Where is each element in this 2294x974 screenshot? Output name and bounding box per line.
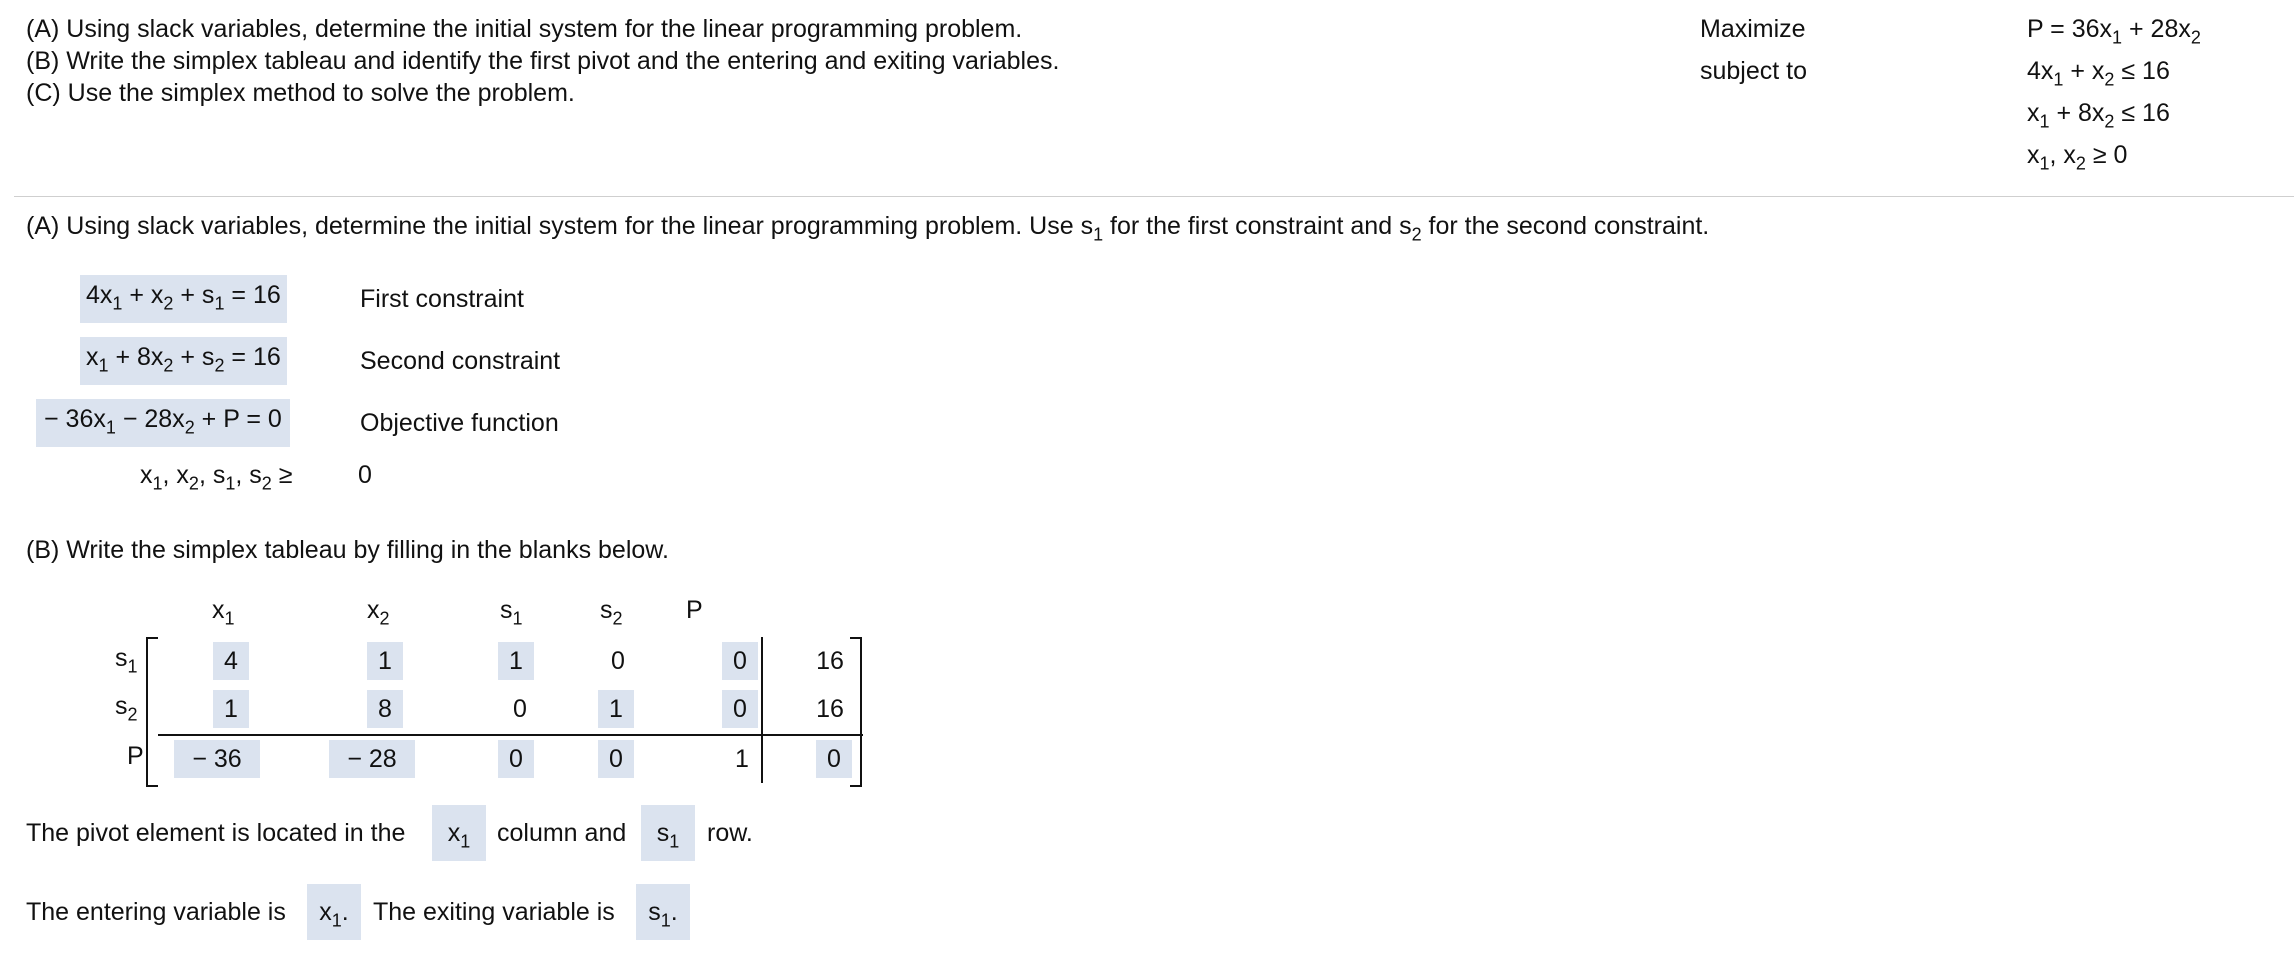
objective-function: $P = 36x_1 + 28x_2$ bbox=[2027, 15, 2201, 48]
first-constraint-label: First constraint bbox=[360, 285, 524, 313]
entering-text: The entering variable is bbox=[26, 898, 286, 926]
constraint-1: $4x_1 + x_2 \le 16$ bbox=[2027, 57, 2170, 90]
tableau-cell[interactable]: 1 bbox=[367, 642, 403, 680]
row-label-s1: $s_1$ bbox=[115, 644, 138, 677]
part-b-prompt: (B) Write the simplex tableau by filling in the blanks below. bbox=[26, 536, 669, 564]
tableau-cell[interactable]: 0 bbox=[816, 740, 852, 778]
tableau-cell: 16 bbox=[816, 647, 844, 675]
equation-1-answer[interactable]: $4x_1 + x_2 + s_1 = 16$ bbox=[80, 275, 287, 323]
tableau-cell[interactable]: 1 bbox=[213, 690, 249, 728]
tableau-cell[interactable]: 1 bbox=[498, 642, 534, 680]
tableau-cell: 0 bbox=[611, 647, 625, 675]
tableau-cell[interactable]: 8 bbox=[367, 690, 403, 728]
nonnegativity-variables: $x_1$, $x_2$, $s_1$, $s_2$ ≥ bbox=[140, 461, 293, 494]
nonnegativity-value: 0 bbox=[358, 461, 372, 489]
tableau-cell[interactable]: 0 bbox=[498, 740, 534, 778]
tableau-cell[interactable]: 1 bbox=[598, 690, 634, 728]
tableau-cell[interactable]: 4 bbox=[213, 642, 249, 680]
pivot-sentence-end: row. bbox=[707, 819, 753, 847]
instruction-b: (B) Write the simplex tableau and identify the first pivot and the entering and exiting variables. bbox=[26, 47, 1060, 75]
constraint-2: $x_1 + 8x_2 \le 16$ bbox=[2027, 99, 2170, 132]
part-a-prompt: (A) Using slack variables, determine the initial system for the linear programming problem. Use $s_1$ for the first constraint and $s_2$ for the second constraint. bbox=[26, 212, 1710, 245]
subject-to-label: subject to bbox=[1700, 57, 1808, 85]
col-header-s1: $s_1$ bbox=[500, 596, 523, 629]
tableau-left-bracket bbox=[146, 637, 158, 787]
tableau-cell[interactable]: 0 bbox=[598, 740, 634, 778]
equation-2-answer[interactable]: $x_1 + 8x_2 + s_2 = 16$ bbox=[80, 337, 287, 385]
tableau-cell: 16 bbox=[816, 695, 844, 723]
equation-3-answer[interactable]: − $36x_1 - 28x_2 + P = 0$ bbox=[36, 399, 290, 447]
instruction-c: (C) Use the simplex method to solve the problem. bbox=[26, 79, 575, 107]
section-divider bbox=[14, 196, 2294, 197]
tableau-cell[interactable]: − 28 bbox=[329, 740, 415, 778]
row-label-s2: $s_2$ bbox=[115, 692, 138, 725]
col-header-s2: $s_2$ bbox=[600, 596, 623, 629]
tableau-cell: 1 bbox=[735, 745, 749, 773]
pivot-column-answer[interactable]: $x_1$ bbox=[432, 805, 486, 861]
tableau-horizontal-rule bbox=[158, 734, 863, 736]
col-header-p: P bbox=[686, 596, 703, 624]
exiting-text: The exiting variable is bbox=[373, 898, 615, 926]
maximize-label: Maximize bbox=[1700, 15, 1806, 43]
pivot-sentence-middle: column and bbox=[497, 819, 627, 847]
pivot-row-answer[interactable]: $s_1$ bbox=[641, 805, 695, 861]
pivot-sentence: The pivot element is located in the bbox=[26, 819, 406, 847]
tableau-vertical-rule bbox=[761, 637, 763, 783]
tableau-cell[interactable]: 0 bbox=[722, 642, 758, 680]
second-constraint-label: Second constraint bbox=[360, 347, 561, 375]
objective-function-label: Objective function bbox=[360, 409, 559, 437]
tableau-cell[interactable]: − 36 bbox=[174, 740, 260, 778]
row-label-p: P bbox=[127, 742, 144, 770]
exiting-variable-answer[interactable]: $s_1$. bbox=[636, 884, 690, 940]
instruction-a: (A) Using slack variables, determine the initial system for the linear programming problem. bbox=[26, 15, 1023, 43]
nonnegativity-constraint: $x_1$, $x_2 \ge 0$ bbox=[2027, 141, 2128, 174]
col-header-x1: $x_1$ bbox=[212, 596, 235, 629]
tableau-cell[interactable]: 0 bbox=[722, 690, 758, 728]
entering-variable-answer[interactable]: $x_1$. bbox=[307, 884, 361, 940]
tableau-cell: 0 bbox=[513, 695, 527, 723]
col-header-x2: $x_2$ bbox=[367, 596, 390, 629]
